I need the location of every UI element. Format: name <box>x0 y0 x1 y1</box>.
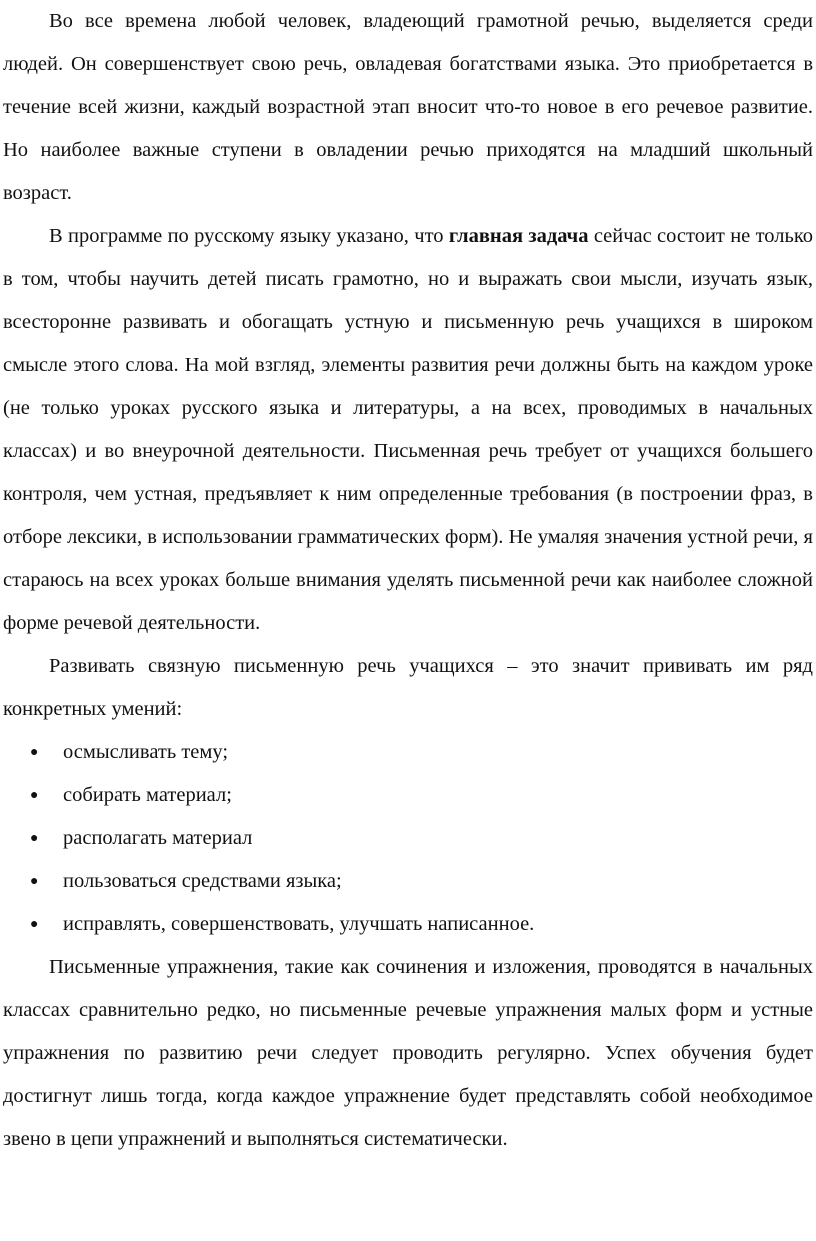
list-item-text: располагать материал <box>63 827 253 849</box>
list-item-text: осмысливать тему; <box>63 741 229 763</box>
bullet-icon: ● <box>30 788 39 803</box>
list-item <box>3 903 813 946</box>
bullet-icon: ● <box>30 917 39 932</box>
list-item-text: собирать материал; <box>63 784 232 806</box>
list-item <box>3 774 813 817</box>
list-item <box>3 731 813 774</box>
skills-list <box>3 731 813 946</box>
paragraph-program-start: В программе по русскому языку указано, что <box>49 225 449 247</box>
paragraph-program-rest: сейчас состоит не только в том, чтобы научить детей писать грамотно, но и выражать свои мысли, изучать язык, всесторонне развивать и обогащать устную и письменную речь учащихся в широком смысле этого слова. На мой взгляд, элементы развития речи должны быть на каждом уроке (не только уроках русского языка и литературы, а на всех, проводимых в начальных классах) и во внеурочной деятельности. Письменная речь требует от учащихся большего контроля, чем устная, предъявляет к ним определенные требования (в построении фраз, в отборе лексики, в использовании грамматических форм). Не умаляя значения устной речи, я стараюсь на всех уроках больше внимания уделять письменной речи как наиболее сложной форме речевой деятельности. <box>3 225 814 634</box>
paragraph-program <box>3 215 813 645</box>
list-item <box>3 817 813 860</box>
list-item-text: исправлять, совершенствовать, улучшать написанное. <box>63 913 535 935</box>
list-item-text: пользоваться средствами языка; <box>63 870 342 892</box>
bullet-icon: ● <box>30 831 39 846</box>
bullet-icon: ● <box>30 874 39 889</box>
emphasis-main-task: главная задача <box>448 225 589 247</box>
paragraph-intro: Во все времена любой человек, владеющий грамотной речью, выделяется среди людей. Он совершенствует свою речь, овладевая богатствами языка. Это приобретается в течение всей жизни, каждый возрастной этап вносит что-то новое в его речевое развитие. Но наиболее важные ступени в овладении речью приходятся на младший школьный возраст. <box>3 10 813 204</box>
paragraph-skills-intro: Развивать связную письменную речь учащихся – это значит прививать им ряд конкретных умений: <box>3 655 813 720</box>
paragraph-exercises: Письменные упражнения, такие как сочинения и изложения, проводятся в начальных классах сравнительно редко, но письменные речевые упражнения малых форм и устные упражнения по развитию речи следует проводить регулярно. Успех обучения будет достигнут лишь тогда, когда каждое упражнение будет представлять собой необходимое звено в цепи упражнений и выполняться систематически. <box>3 956 813 1150</box>
bullet-icon: ● <box>30 745 39 760</box>
list-item <box>3 860 813 903</box>
